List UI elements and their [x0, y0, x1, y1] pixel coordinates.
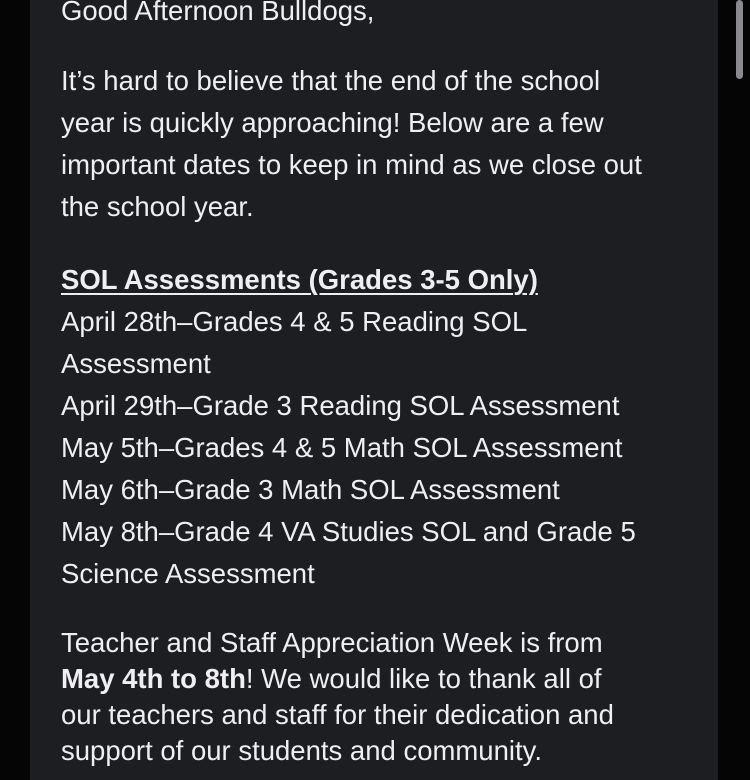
intro-line: important dates to keep in mind as we close out — [61, 149, 642, 180]
sol-date-line: Science Assessment — [61, 558, 315, 589]
sol-date-line: Assessment — [61, 348, 211, 379]
sol-date-line: May 8th–Grade 4 VA Studies SOL and Grade 5 — [61, 516, 636, 547]
email-greeting: Good Afternoon Bulldogs, — [61, 0, 375, 26]
email-message-card — [30, 0, 718, 780]
sol-date-line: April 29th–Grade 3 Reading SOL Assessment — [61, 390, 620, 421]
intro-paragraph — [61, 60, 701, 228]
appreciation-line: our teachers and staff for their dedication and — [61, 699, 614, 730]
appreciation-line: Teacher and Staff Appreciation Week is from — [61, 627, 603, 658]
sol-date-line: May 6th–Grade 3 Math SOL Assessment — [61, 474, 560, 505]
appreciation-line: support of our students and community. — [61, 735, 542, 766]
sol-date-line: April 28th–Grades 4 & 5 Reading SOL — [61, 306, 528, 337]
intro-line: It’s hard to believe that the end of the school — [61, 65, 601, 96]
sol-date-line: May 5th–Grades 4 & 5 Math SOL Assessment — [61, 432, 623, 463]
appreciation-line — [61, 661, 701, 697]
intro-line: year is quickly approaching! Below are a few — [61, 107, 604, 138]
intro-line: the school year. — [61, 191, 254, 222]
sol-assessment-heading: SOL Assessments (Grades 3-5 Only) — [61, 264, 538, 295]
scrollbar-thumb[interactable] — [736, 0, 743, 79]
sol-assessment-section — [61, 259, 701, 595]
staff-appreciation-paragraph — [61, 625, 701, 769]
appreciation-line-rest: ! We would like to thank all of — [245, 663, 602, 694]
appreciation-date-range: May 4th to 8th — [61, 663, 246, 694]
vertical-scrollbar[interactable] — [736, 0, 744, 750]
